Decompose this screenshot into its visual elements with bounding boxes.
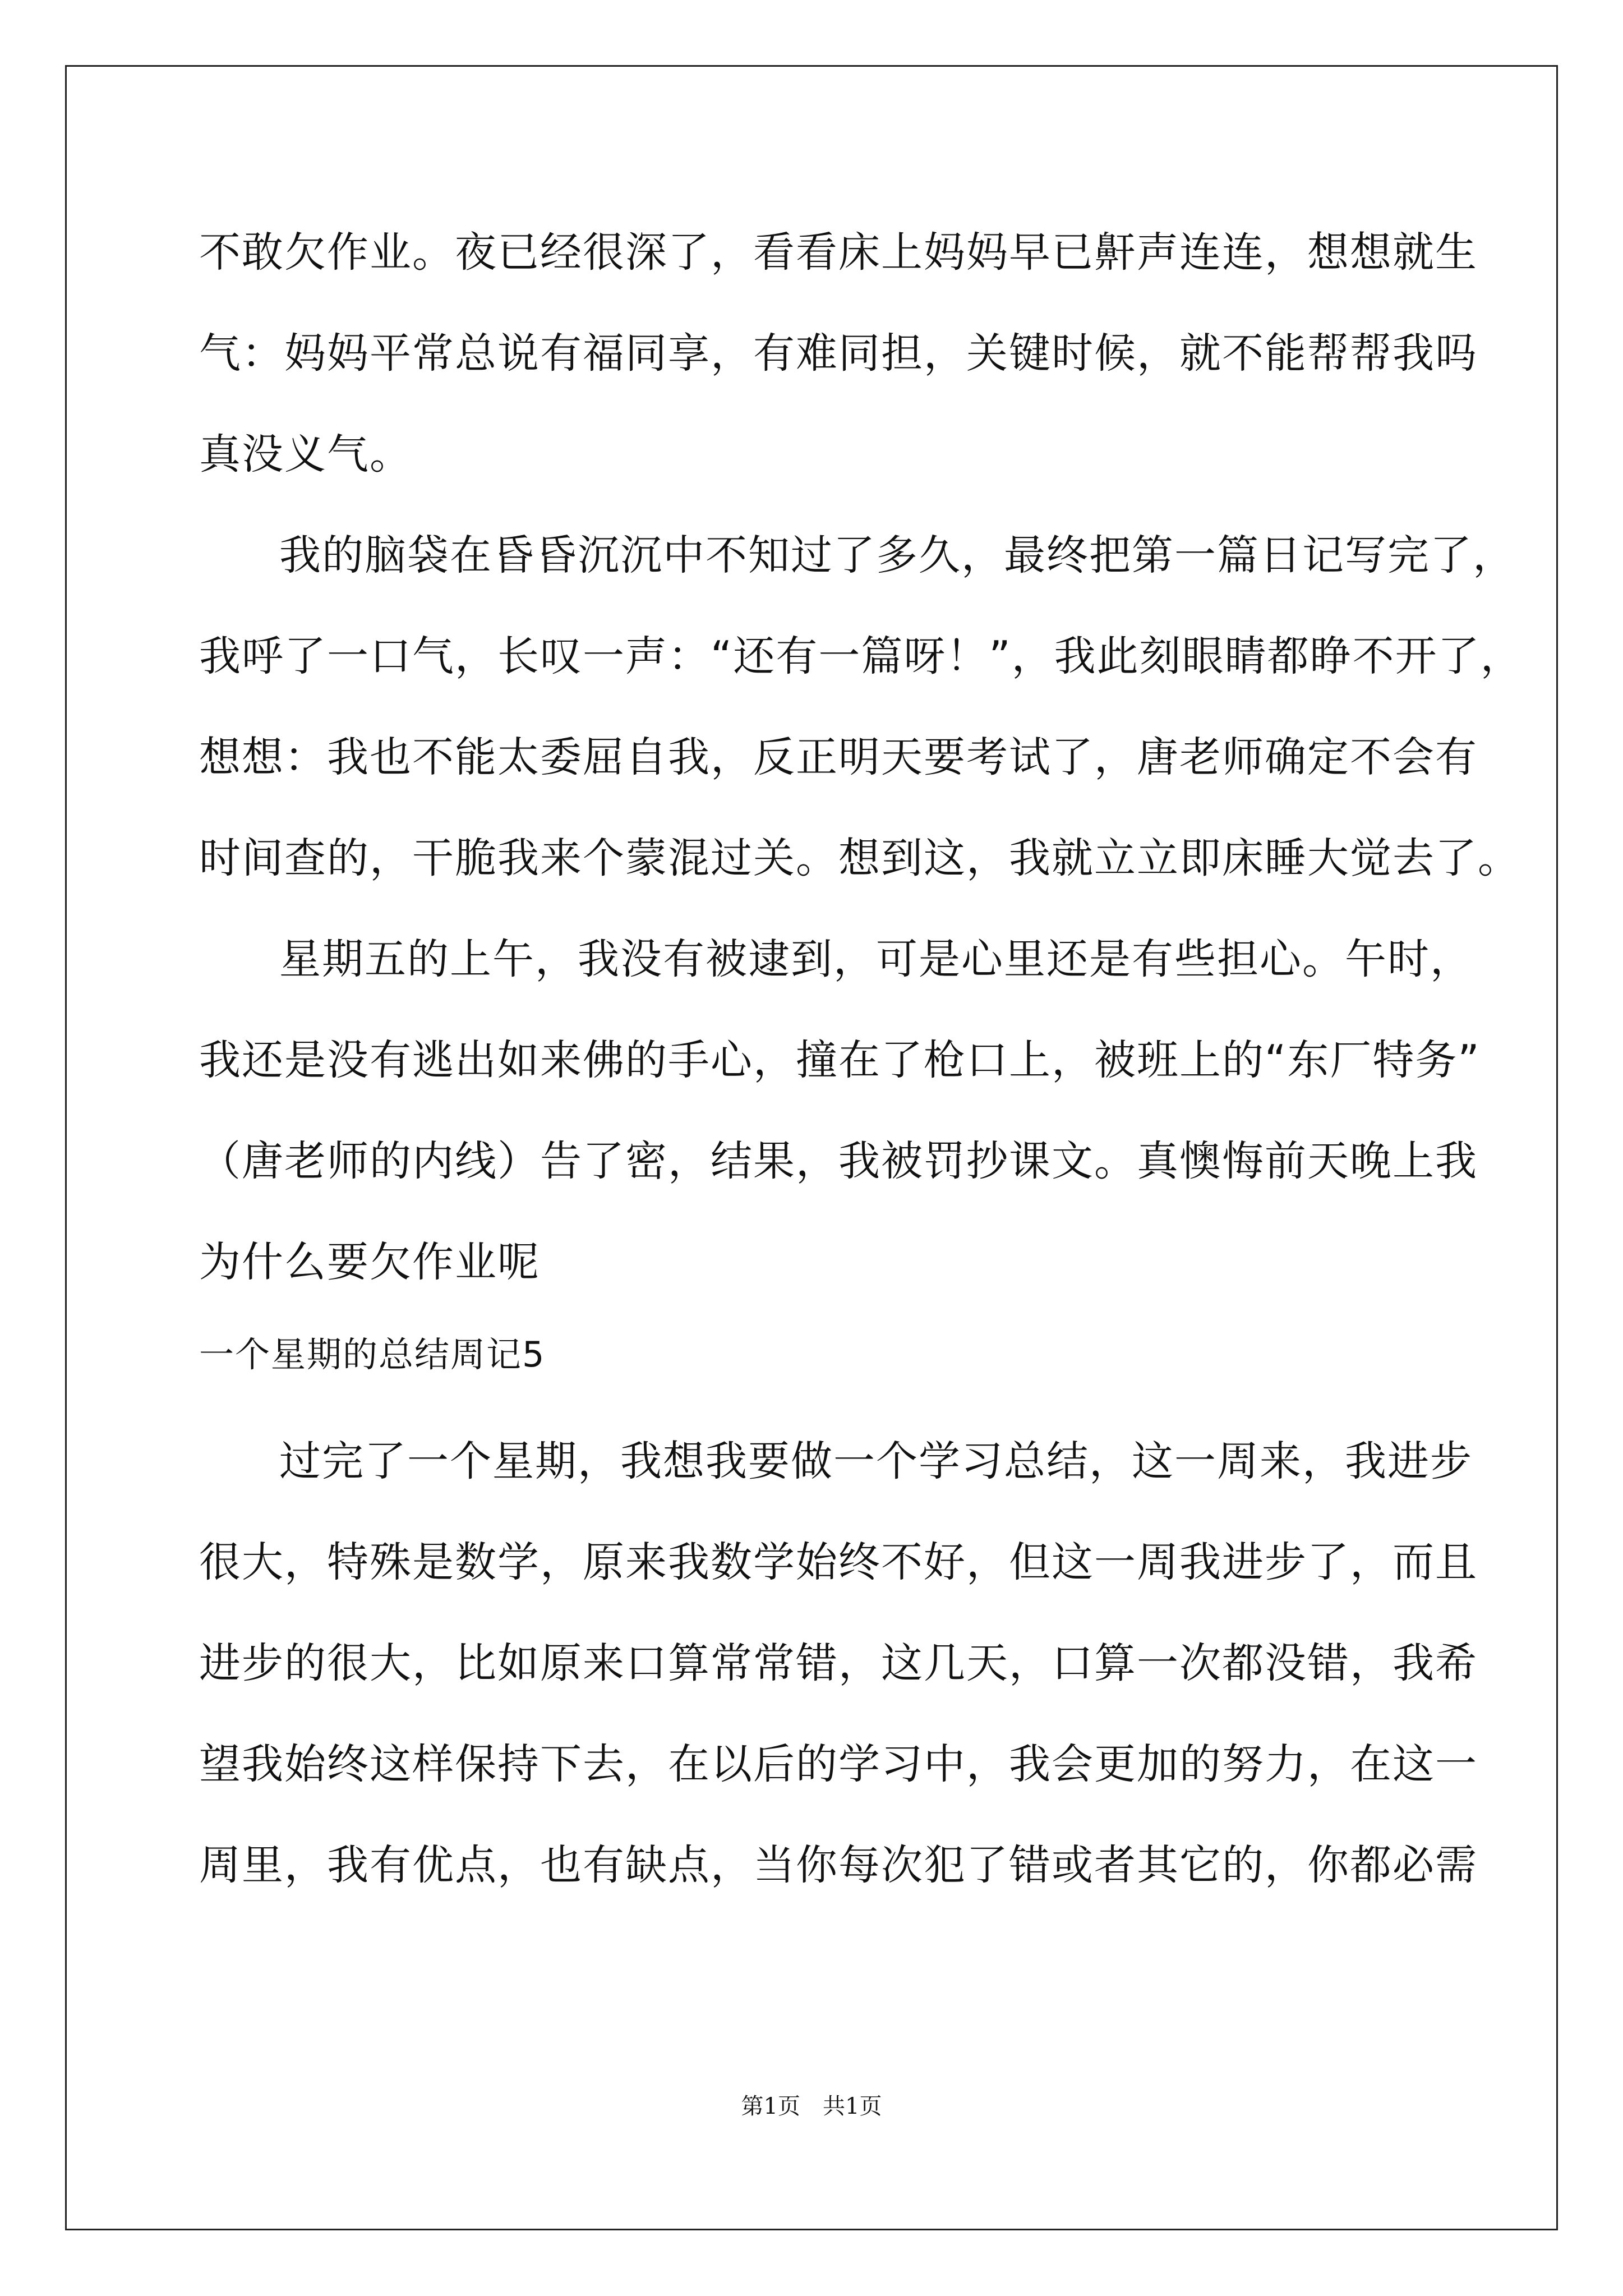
paragraph-line: 不敢欠作业。夜已经很深了，看看床上妈妈早已鼾声连连，想想就生 [199, 228, 1478, 277]
paragraph-line: 气：妈妈平常总说有福同享，有难同担，关键时候，就不能帮帮我吗 [199, 329, 1478, 378]
paragraph-line: 时间查的，干脆我来个蒙混过关。想到这，我就立立即床睡大觉去了。 [199, 834, 1520, 882]
paragraph-line: 进步的很大，比如原来口算常常错，这几天，口算一次都没错，我希 [199, 1639, 1478, 1687]
paragraph-line: 我呼了一口气，长叹一声：“还有一篇呀！”，我此刻眼睛都睁不开了， [199, 632, 1523, 680]
section-heading: 一个星期的总结周记5 [199, 1334, 546, 1375]
paragraph-line: 周里，我有优点，也有缺点，当你每次犯了错或者其它的，你都必需 [199, 1841, 1478, 1889]
paragraph-line: 为什么要欠作业呢 [199, 1238, 540, 1286]
paragraph-line: （唐老师的内线）告了密，结果，我被罚抄课文。真懊悔前天晚上我 [199, 1137, 1478, 1185]
paragraph-line: 我的脑袋在昏昏沉沉中不知过了多久，最终把第一篇日记写完了， [279, 531, 1515, 579]
paragraph-line: 很大，特殊是数学，原来我数学始终不好，但这一周我进步了，而且 [199, 1538, 1478, 1586]
paragraph-line: 星期五的上午，我没有被逮到，可是心里还是有些担心。午时， [279, 935, 1473, 983]
paragraph-line: 我还是没有逃出如来佛的手心，撞在了枪口上，被班上的“东厂特务” [199, 1036, 1481, 1084]
paragraph-line: 望我始终这样保持下去，在以后的学习中，我会更加的努力，在这一 [199, 1740, 1478, 1788]
page-footer: 第1页 共1页 [741, 2093, 882, 2119]
paragraph-line: 过完了一个星期，我想我要做一个学习总结，这一周来，我进步 [279, 1437, 1473, 1485]
paragraph-line: 真没义气。 [199, 430, 412, 478]
paragraph-line: 想想：我也不能太委屈自我，反正明天要考试了，唐老师确定不会有 [199, 733, 1478, 781]
